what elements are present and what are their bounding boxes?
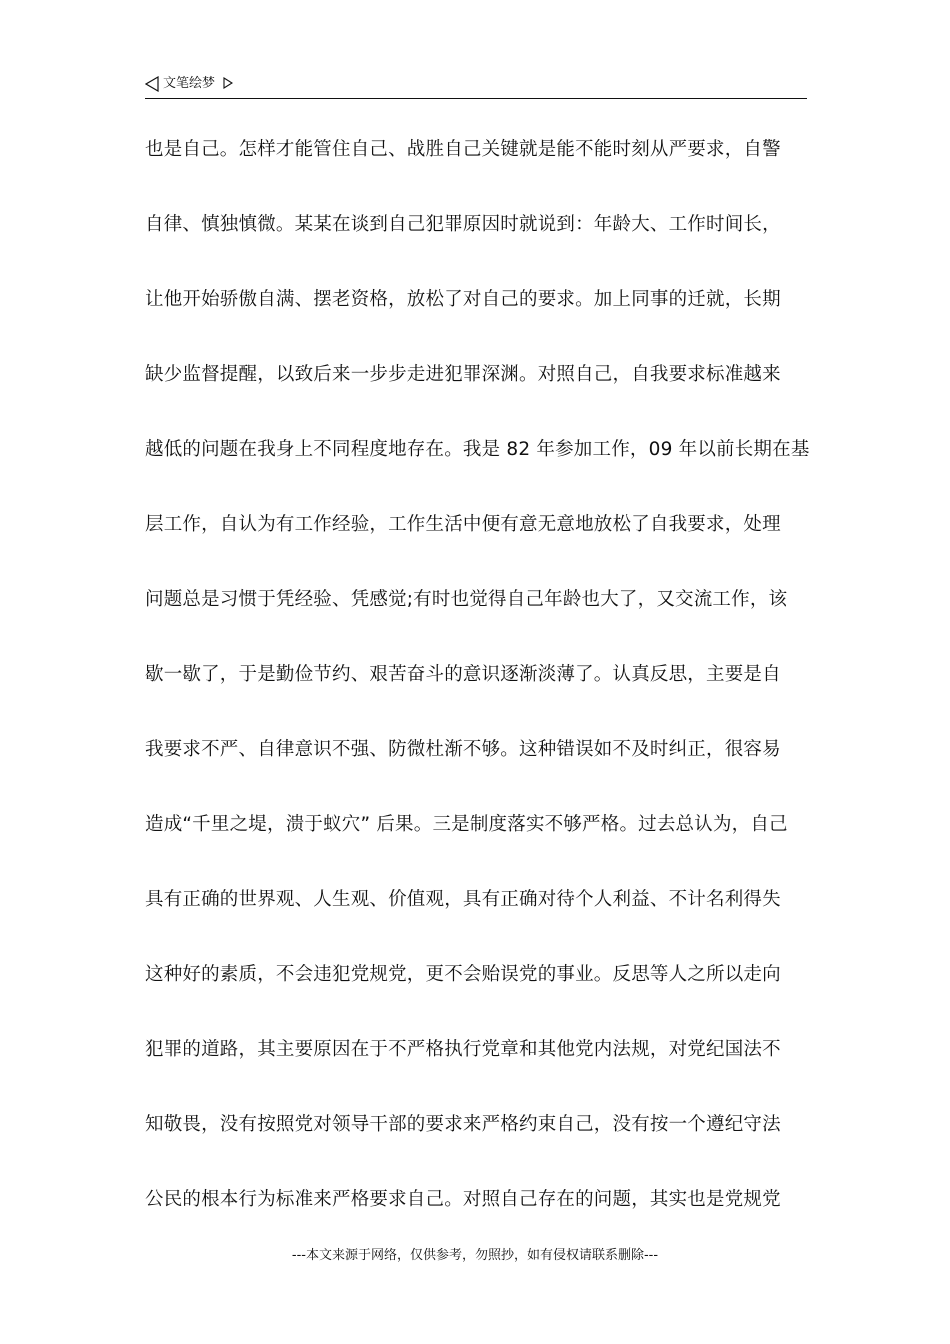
body-line-7: 问题总是习惯于凭经验、凭感觉;有时也觉得自己年龄也大了，又交流工作，该 — [145, 589, 788, 610]
body-line-3: 让他开始骄傲自满、摆老资格，放松了对自己的要求。加上同事的迁就，长期 — [145, 289, 781, 310]
page-header — [145, 74, 807, 99]
body-line-9: 我要求不严、自律意识不强、防微杜渐不够。这种错误如不及时纠正，很容易 — [145, 739, 781, 760]
triangle-left-outline-icon — [145, 76, 159, 92]
body-line-6: 层工作，自认为有工作经验，工作生活中便有意无意地放松了自我要求，处理 — [145, 514, 781, 535]
document-body — [145, 134, 810, 1259]
body-line-15: 公民的根本行为标准来严格要求自己。对照自己存在的问题，其实也是党规党 — [145, 1189, 781, 1210]
triangle-right-outline-icon — [223, 76, 233, 88]
body-line-14: 知敬畏，没有按照党对领导干部的要求来严格约束自己，没有按一个遵纪守法 — [145, 1114, 781, 1135]
body-line-8: 歇一歇了，于是勤俭节约、艰苦奋斗的意识逐渐淡薄了。认真反思，主要是自 — [145, 664, 781, 685]
body-line-13: 犯罪的道路，其主要原因在于不严格执行党章和其他党内法规，对党纪国法不 — [145, 1039, 781, 1060]
body-line-1: 也是自己。怎样才能管住自己、战胜自己关键就是能不能时刻从严要求，自警 — [145, 139, 781, 160]
body-line-12: 这种好的素质，不会违犯党规党，更不会贻误党的事业。反思等人之所以走向 — [145, 964, 781, 985]
page-footer: ---本文来源于网络，仅供参考，勿照抄，如有侵权请联系删除--- — [291, 1248, 659, 1263]
body-line-5: 越低的问题在我身上不同程度地存在。我是 82 年参加工作，09 年以前长期在基 — [145, 439, 810, 460]
header-title: 文笔绘梦 — [163, 76, 216, 91]
header-title-group — [145, 74, 233, 94]
body-line-11: 具有正确的世界观、人生观、价值观，具有正确对待个人利益、不计名利得失 — [145, 889, 781, 910]
body-line-2: 自律、慎独慎微。某某在谈到自己犯罪原因时就说到：年龄大、工作时间长， — [145, 214, 781, 235]
body-line-4: 缺少监督提醒，以致后来一步步走进犯罪深渊。对照自己，自我要求标准越来 — [145, 364, 781, 385]
body-line-10: 造成“千里之堤，溃于蚁穴” 后果。三是制度落实不够严格。过去总认为，自己 — [145, 814, 788, 835]
